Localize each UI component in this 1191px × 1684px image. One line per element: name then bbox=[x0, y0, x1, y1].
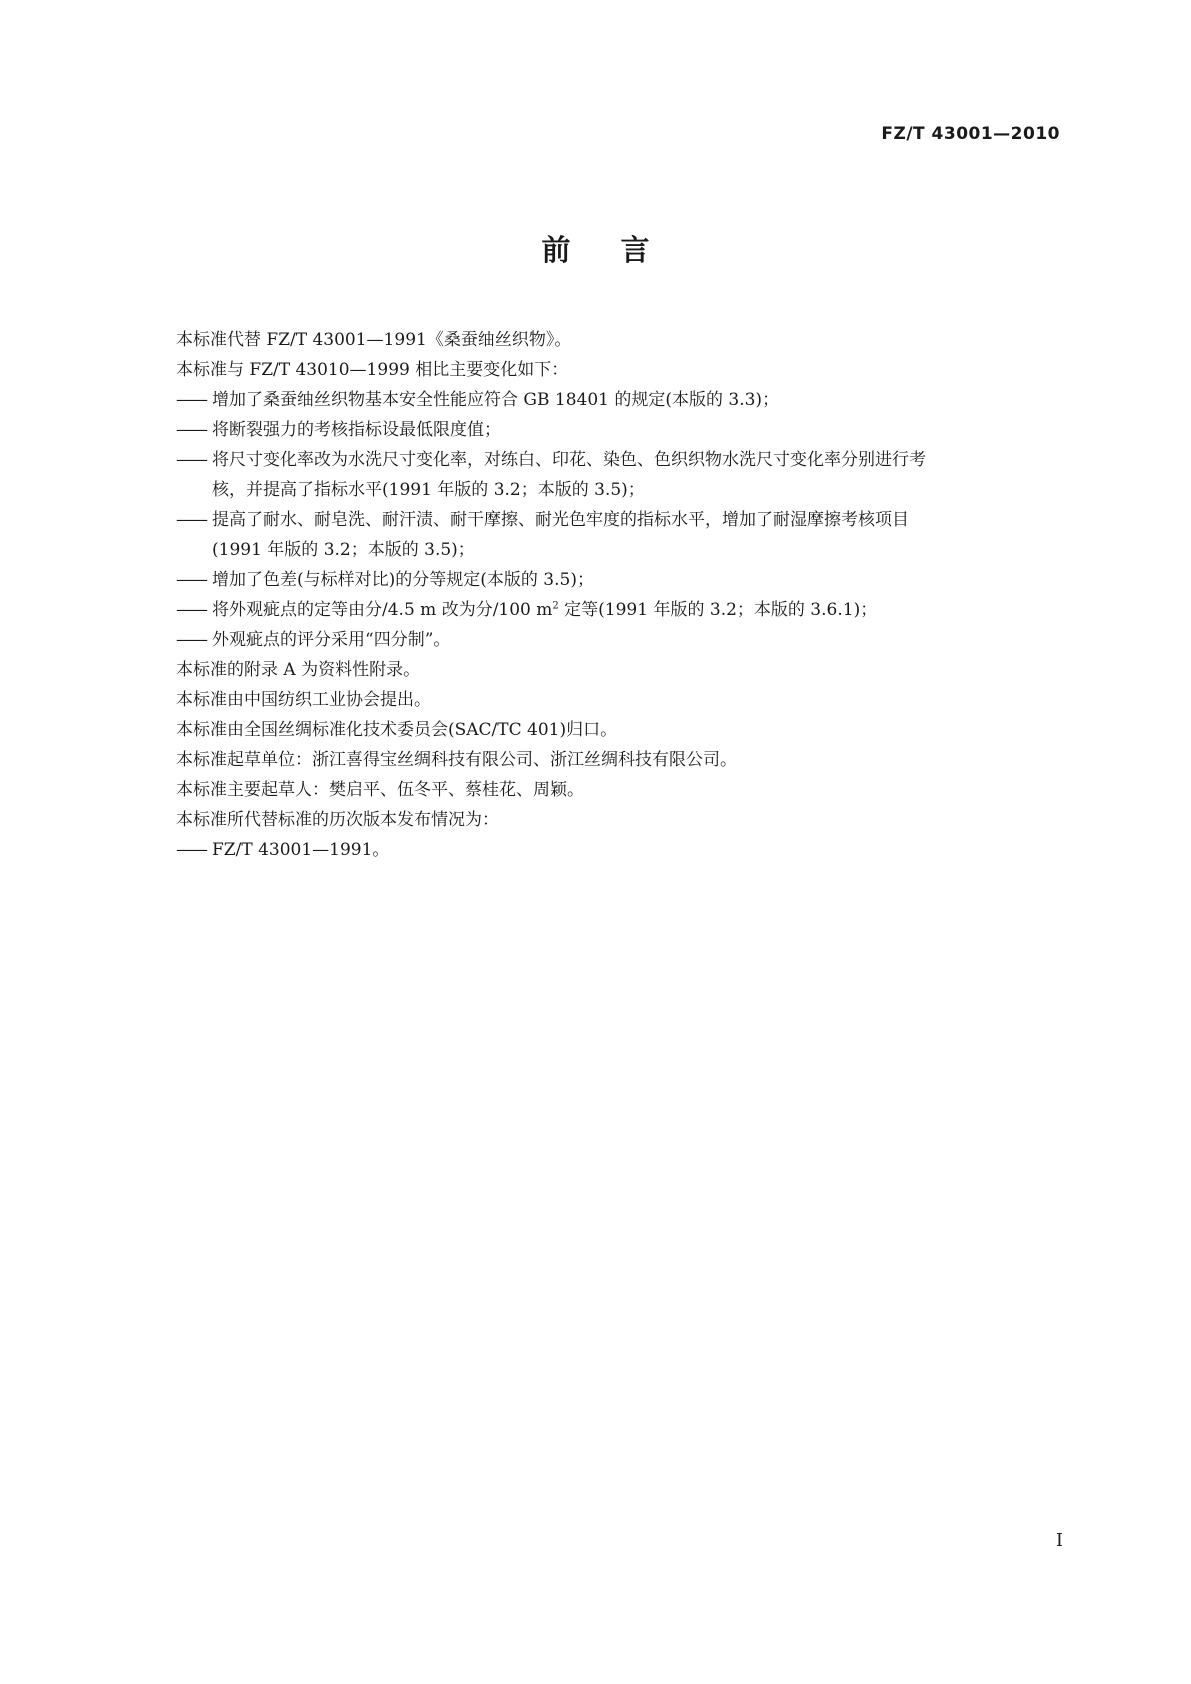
paragraph-replaces: 本标准代替 FZ/T 43001—1991《桑蚕䌷丝织物》。 bbox=[176, 330, 572, 350]
change-item bbox=[176, 595, 1056, 625]
change-text: 增加了桑蚕䌷丝织物基本安全性能应符合 GB 18401 的规定(本版的 3.3)； bbox=[212, 390, 780, 410]
dash-marker: —— bbox=[176, 630, 206, 650]
change-item bbox=[176, 445, 1056, 505]
dash-marker: —— bbox=[176, 420, 206, 440]
change-item bbox=[176, 505, 1056, 565]
change-item bbox=[176, 625, 1056, 655]
preface-body bbox=[176, 325, 1056, 865]
paragraph-drafters: 本标准主要起草人：樊启平、伍冬平、蔡桂花、周颖。 bbox=[176, 780, 584, 800]
change-text-continued: (1991 年版的 3.2；本版的 3.5)； bbox=[212, 540, 475, 560]
superscript: 2 bbox=[552, 600, 559, 612]
standard-code: FZ/T 43001—2010 bbox=[881, 124, 1060, 144]
dash-marker: —— bbox=[176, 390, 206, 410]
history-item bbox=[176, 835, 1056, 865]
change-item bbox=[176, 565, 1056, 595]
paragraph-committee: 本标准由全国丝绸标准化技术委员会(SAC/TC 401)归口。 bbox=[176, 720, 618, 740]
paragraph-proposer: 本标准由中国纺织工业协会提出。 bbox=[176, 690, 431, 710]
paragraph-history-intro: 本标准所代替标准的历次版本发布情况为： bbox=[176, 810, 499, 830]
dash-marker: —— bbox=[176, 450, 206, 470]
page-title: 前言 bbox=[541, 233, 700, 267]
dash-marker: —— bbox=[176, 570, 206, 590]
paragraph-annex: 本标准的附录 A 为资料性附录。 bbox=[176, 660, 421, 680]
change-text: 将外观疵点的定等由分/4.5 m 改为分/100 m bbox=[212, 600, 553, 620]
change-text: 将尺寸变化率改为水洗尺寸变化率，对练白、印花、染色、色织织物水洗尺寸变化率分别进行考 bbox=[212, 450, 926, 470]
history-text: FZ/T 43001—1991。 bbox=[212, 840, 390, 860]
dash-marker: —— bbox=[176, 840, 206, 860]
change-text: 提高了耐水、耐皂洗、耐汗渍、耐干摩擦、耐光色牢度的指标水平，增加了耐湿摩擦考核项目 bbox=[212, 510, 909, 530]
change-text: 外观疵点的评分采用“四分制”。 bbox=[212, 630, 451, 650]
change-item bbox=[176, 415, 1056, 445]
change-text: 增加了色差(与标样对比)的分等规定(本版的 3.5)； bbox=[212, 570, 594, 590]
change-text: 将断裂强力的考核指标设最低限度值； bbox=[212, 420, 501, 440]
dash-marker: —— bbox=[176, 600, 206, 620]
page-number: I bbox=[1055, 1530, 1063, 1551]
dash-marker: —— bbox=[176, 510, 206, 530]
change-text-continued: 核，并提高了指标水平(1991 年版的 3.2；本版的 3.5)； bbox=[212, 480, 645, 500]
paragraph-drafting-units: 本标准起草单位：浙江喜得宝丝绸科技有限公司、浙江丝绸科技有限公司。 bbox=[176, 750, 737, 770]
paragraph-changes-intro: 本标准与 FZ/T 43010—1999 相比主要变化如下： bbox=[176, 360, 569, 380]
change-item bbox=[176, 385, 1056, 415]
change-text-tail: 定等(1991 年版的 3.2；本版的 3.6.1)； bbox=[558, 600, 878, 620]
